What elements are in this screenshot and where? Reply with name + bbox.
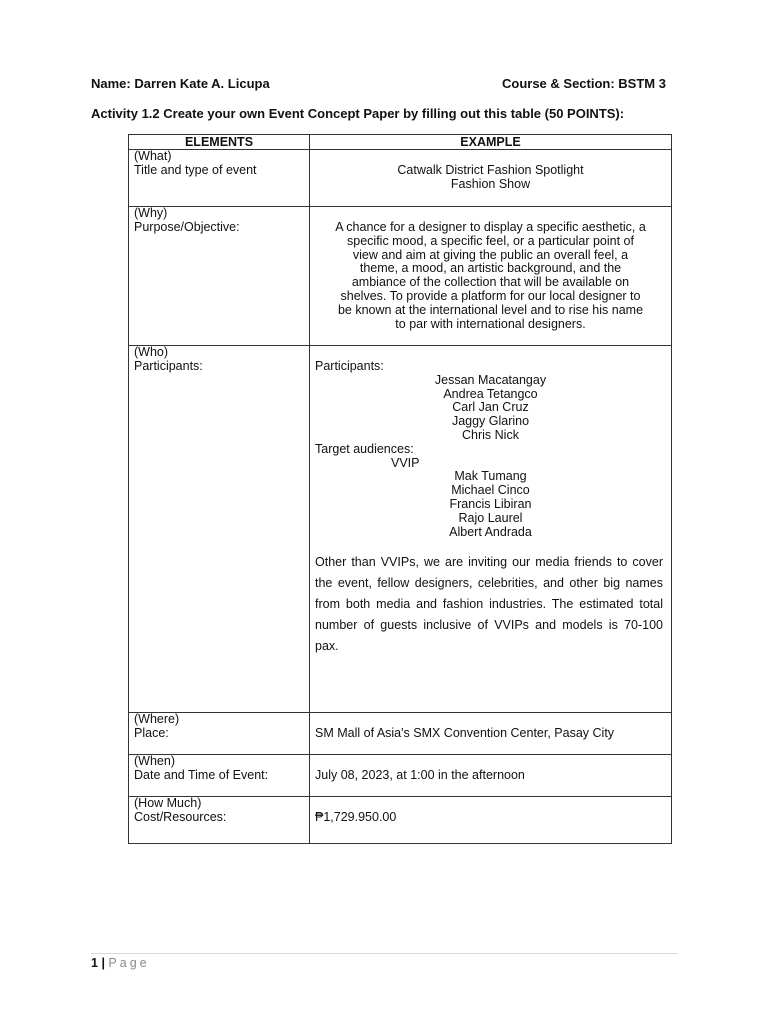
table-row-where [129,713,672,755]
purpose-line: be known at the international level and to rise his name [337,302,644,317]
cost-value: ₱1,729.950.00 [315,810,397,824]
label-date-time: Date and Time of Event: [134,767,269,782]
footer-divider [91,953,678,954]
column-header-example: EXAMPLE [310,135,672,150]
element-cell-where [129,713,310,755]
purpose-line: to par with international designers. [395,316,586,331]
event-title: Catwalk District Fashion Spotlight [397,163,584,177]
label-participants: Participants: [134,358,203,373]
participant-name: Carl Jan Cruz [452,400,529,415]
purpose-line: shelves. To provide a platform for our local designer to [340,288,641,303]
page-number: 1 [91,956,98,970]
question-when: (When) [134,754,175,768]
guests-note: Other than VVIPs, we are inviting our media friends to cover the event, fellow designers, celebrities, and other big names from both media and fashion industries. The estimated total number of guests inclusive of VVIPs and models is 70-100 pax. [315,555,663,653]
example-cell-how-much [310,797,672,844]
student-name: Name: Darren Kate A. Licupa [91,76,270,91]
event-type: Fashion Show [450,176,531,191]
element-cell-why [129,207,310,346]
course-section: Course & Section: BSTM 3 [502,76,666,91]
vvip-label: VVIP [391,455,420,470]
example-cell-what [310,150,672,207]
question-where: (Where) [134,712,180,726]
example-cell-why [310,207,672,346]
place-value: SM Mall of Asia's SMX Convention Center, Pasay City [315,726,615,740]
vvip-name: Mak Tumang [454,469,527,484]
example-cell-who [310,346,672,713]
participant-name: Andrea Tetangco [443,386,538,401]
element-cell-how-much [129,797,310,844]
label-cost: Cost/Resources: [134,809,227,824]
participant-name: Jessan Macatangay [434,372,547,387]
target-audiences-heading: Target audiences: [315,441,414,456]
purpose-line: A chance for a designer to display a specific aesthetic, a [335,220,646,234]
table-row-why [129,207,672,346]
table-row-what [129,150,672,207]
label-place: Place: [134,725,169,740]
purpose-line: view and aim at giving the public an overall feel, a [352,247,629,262]
element-cell-what [129,150,310,207]
purpose-line: theme, a mood, an artistic background, and the [359,261,622,276]
element-cell-who [129,346,310,713]
participant-name: Chris Nick [462,427,519,442]
footer-separator: | [101,956,105,970]
label-title-type: Title and type of event [134,162,257,177]
participant-name: Jaggy Glarino [451,414,530,429]
event-concept-table [128,134,672,844]
example-cell-where [310,713,672,755]
label-purpose: Purpose/Objective: [134,219,240,234]
purpose-line: ambiance of the collection that will be available on [351,275,630,290]
date-time-value: July 08, 2023, at 1:00 in the afternoon [315,768,525,782]
vvip-name: Michael Cinco [451,483,530,498]
table-row-when [129,755,672,797]
question-why: (Why) [134,206,168,220]
example-cell-when [310,755,672,797]
vvip-name: Albert Andrada [449,524,532,539]
question-who: (Who) [134,345,169,359]
table-row-how-much [129,797,672,844]
page-footer [91,956,150,970]
question-how-much: (How Much) [134,796,202,810]
element-cell-when [129,755,310,797]
page-word: Page [108,956,150,970]
activity-instructions: Activity 1.2 Create your own Event Concept Paper by filling out this table (50 POINTS): [91,106,625,121]
table-header-row [129,135,672,150]
purpose-line: specific mood, a specific feel, or a particular point of [347,233,634,248]
vvip-name: Rajo Laurel [458,510,523,525]
vvip-name: Francis Libiran [449,496,532,511]
participants-heading: Participants: [315,359,384,373]
table-row-who [129,346,672,713]
column-header-elements: ELEMENTS [129,135,310,150]
question-what: (What) [134,149,172,163]
